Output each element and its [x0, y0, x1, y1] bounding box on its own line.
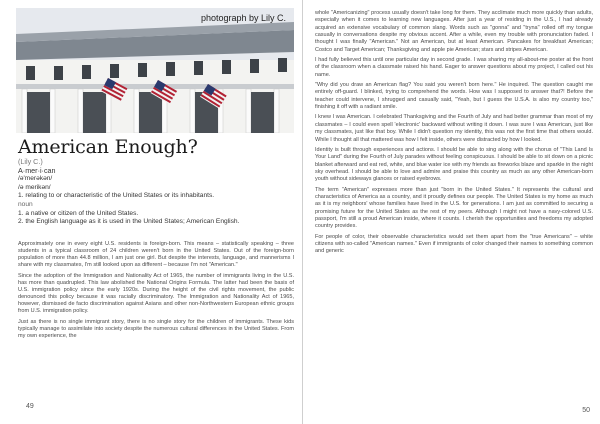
right-body-text — [315, 10, 593, 259]
paragraph: I knew I was American. I celebrated Thanksgiving and the Fourth of July and had better grammar than most of my classmates – I could even spell 'electronic' backward without writing it down. I was sure I was American, just like my classmates, just like that boy. While I didn't question my identity, this was not the first time that others would. While I thought all that mattered was how I felt inside, others were distracted by how I looked. — [315, 114, 593, 143]
pronunciation-2: /ə merikən/ — [18, 183, 51, 191]
pronunciation-1: /ə'merəkən/ — [18, 175, 53, 183]
paragraph: Approximately one in every eight U.S. residents is foreign-born. This means – statistically speaking – three students in a typical classroom of 24 children weren't born in the United States. Out of the foreign-born population of more than 44.8 million, I am just one girl. But despite the interests, language, and mannerisms I share with my classmates, I'm still looked upon as different – because I'm not "American." — [18, 241, 294, 269]
photo-credit: photograph by Lily C. — [200, 13, 286, 23]
dictionary-definition — [18, 158, 298, 227]
definition-3: 2. the English language as it is used in the United States; American English. — [18, 218, 240, 226]
page-number-left: 49 — [26, 403, 34, 410]
paragraph: Since the adoption of the Immigration and Nationality Act of 1965, the number of immigrants living in the U.S. has more than quadrupled. This law abolished the National Origins Formula. The latter had been the basis of U.S. immigration policy since the early 1920s. During the height of the civil rights movement, the public denounced this policy because it was racially discriminatory. The Immigration and Nationality Act of 1965, however, dismissed de facto discrimination against Asians and other non-Northwestern European ethnic groups from U.S. immigration policy. — [18, 272, 294, 315]
article-title: American Enough? — [18, 136, 198, 158]
paragraph: I had fully believed this until one particular day in second grade. I was sharing my all-about-me poster at the front of the classroom when a classmate raised his hand. Eager to answer questions about my project, I called out his name. — [315, 57, 593, 78]
paragraph: For people of color, their observable characteristics would set them apart from the "true Americans" – white citizens with so-called "American names." Even if immigrants of color changed their names to something common and generic — [315, 233, 593, 255]
paragraph: The term "American" expresses more than just "born in the United States." It represents the cultural and characteristics of America as a country, and it proudly defines our people. The United States is my home as much as it is my neighbors' whose families have lived in the U.S. for generations. I am just as committed to securing a promising future for the United States as the rest of my peers. Although I might not have a navy-colored U.S. passport, I'm still a proud American inside, where it counts. I cherish the opportunities and freedoms my adopted country provides. — [315, 186, 593, 230]
paragraph: "Why did you draw an American flag? You said you weren't born here." He inquired. The question caught me entirely off-guard. I blinked, trying to comprehend the words. How was I supposed to answer that?! Before the teacher could intervene, I shrugged and casually said, "Yeah, but I guess the U.S.A. is also my country too," finishing it off with a radiant smile. — [315, 82, 593, 111]
definition-2: 1. a native or citizen of the United States. — [18, 209, 139, 217]
building-photo — [16, 8, 294, 133]
paragraph: Identity is built through experiences and actions. I should be able to sing along with the chorus of "This Land Is Your Land" during the Fourth of July parades without feeling conspicuous. I should be able to sit down on a picnic blanket afterward and eat red, white, and blue water ice with my friends as fireworks blaze and sparkle in the night sky overhead. I should be able to love and admire and praise this country as much as any other American-born youth without sideways glances or raised eyebrows. — [315, 146, 593, 183]
left-body-text — [18, 241, 294, 343]
right-page — [302, 0, 600, 424]
author-credit: (Lily C.) — [18, 157, 43, 166]
part-of-speech: noun — [18, 200, 33, 208]
page-number-right: 50 — [582, 407, 590, 414]
definition-1: 1. relating to or characteristic of the United States or its inhabitants. — [18, 192, 215, 200]
building-photo-image — [16, 8, 294, 133]
headword: A·mer·i·can — [18, 165, 56, 175]
paragraph: Just as there is no single immigrant story, there is no single story for the children of immigrants. These kids typically manage to assimilate into society despite the numerous cultural differences in the United States. From my own experience, the — [18, 318, 294, 339]
paragraph: whole "Americanizing" process usually doesn't take long for them. They acclimate much more quickly than adults, especially when it comes to learning new languages. After just a year of residing in the U.S., I had already acquired an extensive vocabulary of common slang. Words such as "gonna" and "tryna" rolled off my tongue casually in conversations despite my obvious accent. After a while, even my trouble with pronunciation faded. I thought I was finally "American." Not an American, but at least American. Pancakes for breakfast American; Costco and Target American; Thanksgiving and apple pie American; stars and stripes American. — [315, 10, 593, 53]
